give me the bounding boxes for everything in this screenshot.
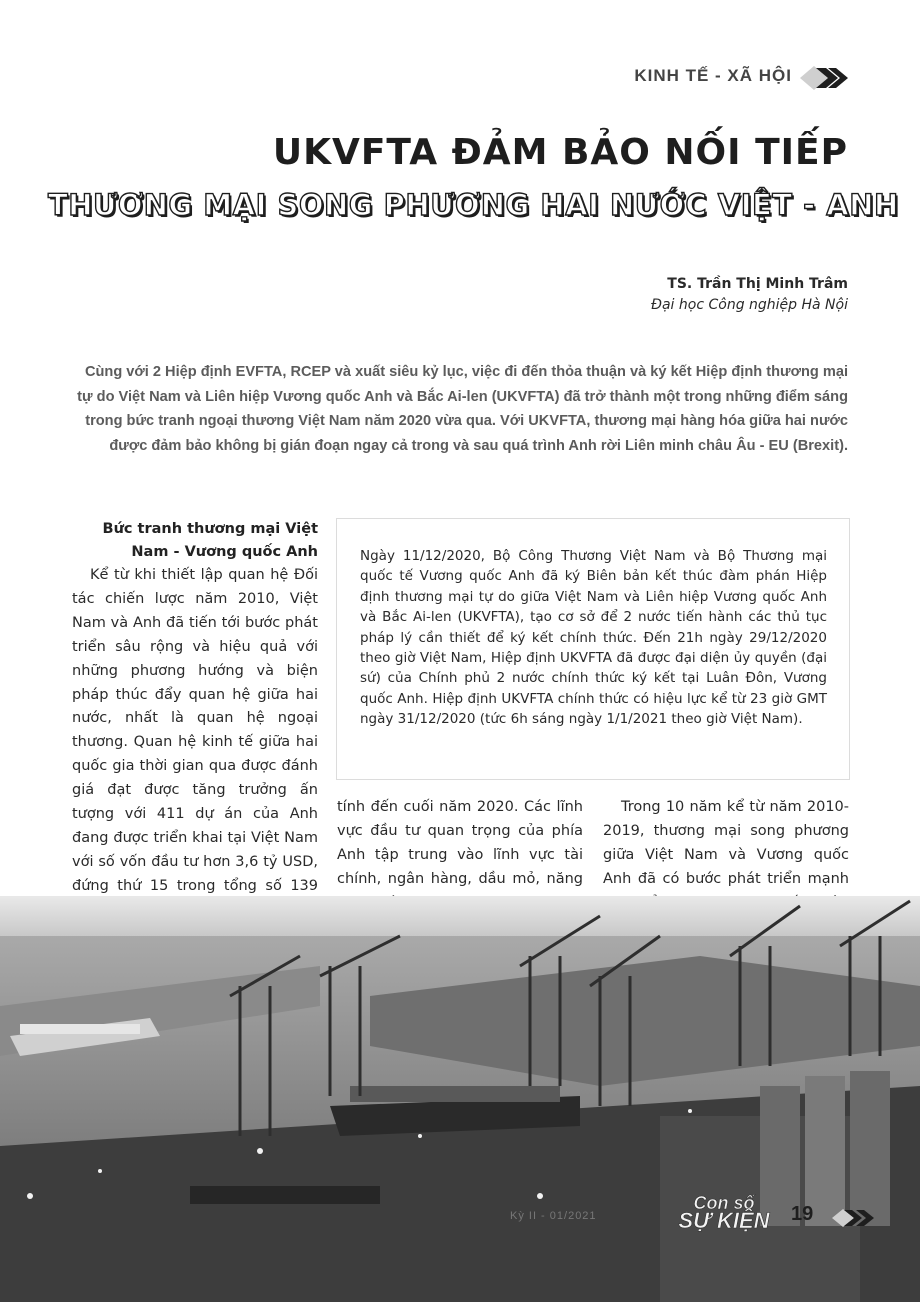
magazine-brand (668, 1193, 780, 1233)
brand-line2: SỰ KIỆN (678, 1208, 770, 1233)
section-heading: Bức tranh thương mại Việt Nam - Vương quốc Anh (102, 521, 318, 560)
lead-paragraph: Cùng với 2 Hiệp định EVFTA, RCEP và xuất siêu kỷ lục, việc đi đến thỏa thuận và ký kết Hiệp định thương mại tự do Việt Nam và Liên hiệp Vương quốc Anh và Bắc Ai-len (UKVFTA) đã trở thành một trong những điểm sáng trong bức tranh ngoại thương Việt Nam năm 2020 vừa qua. Với UKVFTA, thương mại hàng hóa giữa hai nước được đảm bảo không bị gián đoạn ngay cả trong và sau quá trình Anh rời Liên minh châu Âu - EU (Brexit). (77, 364, 848, 454)
brand-line1: Con số (693, 1193, 755, 1213)
section-arrows-icon (798, 64, 848, 92)
author-affiliation: Đại học Công nghiệp Hà Nội (651, 297, 848, 313)
issue-label: Kỳ II - 01/2021 (510, 1210, 597, 1222)
author-block (651, 274, 848, 316)
body-column-3: Trong 10 năm kể từ năm 2010-2019, thương mại song phương giữa Việt Nam và Vương quốc Anh đã có bước phát triển mạnh (603, 799, 849, 887)
article-title-line1: UKVFTA ĐẢM BẢO NỐI TIẾP (272, 132, 848, 173)
highlight-box (337, 519, 849, 779)
port-photo (0, 896, 920, 1302)
highlight-box-text: Ngày 11/12/2020, Bộ Công Thương Việt Nam và Bộ Thương mại quốc tế Vương quốc Anh đã ký Biên bản kết thúc đàm phán Hiệp định thương mại tự do giữa Việt Nam và Liên hiệp Vương quốc Anh và Bắc Ai-len (UKVFTA), tạo cơ sở để 2 nước tiến hành các thủ tục pháp lý cần thiết để ký kết chính thức. Đến 21h ngày 29/12/2020 theo giờ Việt Nam, Hiệp định UKVFTA đã được đại diện ủy quyền (đại sứ) của Chính phủ 2 nước chính thức ký kết tại Luân Đôn, Vương quốc Anh. Hiệp định UKVFTA chính thức có hiệu lực kể từ 23 giờ GMT ngày 31/12/2020 (tức 6h sáng ngày 1/1/2021 theo giờ Việt Nam). (360, 548, 827, 728)
body-column-1: Kể từ khi thiết lập quan hệ Đối tác chiến lược năm 2010, Việt Nam và Anh đã tiến tới bước phát triển sâu rộng và hiệu quả với những phương hướng và biện pháp thúc đẩy quan hệ giữa hai nước, nhất là quan hệ ngoại thương. Quan hệ kinh tế giữa hai quốc gia thời gian qua được đánh giá đạt được tăng trưởng ấn tượng với 411 dự án của Anh đang được triển khai tại Việt Nam với số vốn đầu tư hơn 3,6 tỷ USD, đứng thứ 15 trong tổng số 139 (72, 567, 318, 894)
author-name: TS. Trần Thị Minh Trâm (667, 276, 848, 292)
footer-arrows-icon (830, 1207, 876, 1229)
body-column-2: tính đến cuối năm 2020. Các lĩnh vực đầu tư quan trọng của phía Anh tập trung vào lĩnh vực tài chính, ngân hàng, dầu mỏ, năng (337, 799, 583, 887)
page-number: 19 (791, 1203, 814, 1225)
section-label: KINH TẾ - XÃ HỘI (634, 66, 792, 85)
article-title-line2: THƯƠNG MẠI SONG PHƯƠNG HAI NƯỚC VIỆT - ANH (48, 188, 899, 222)
